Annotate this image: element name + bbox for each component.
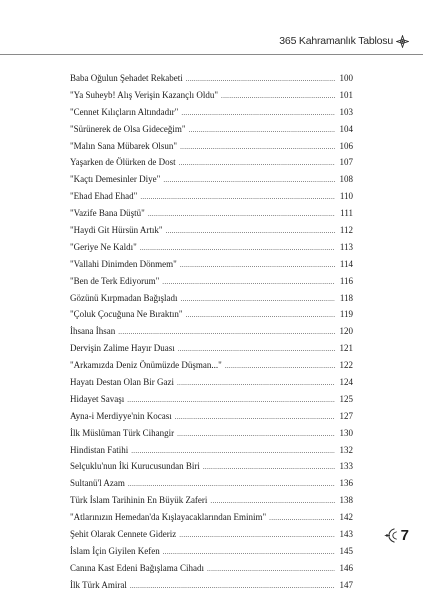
toc-entry: [70, 188, 353, 205]
toc-entry-title: Şehit Olarak Cennete Gideriz: [70, 529, 177, 540]
toc-entry-title: "Ehad Ehad Ehad": [70, 191, 138, 202]
toc-leader-dots: [207, 561, 335, 578]
toc-entry: [70, 171, 353, 188]
toc-entry: [70, 323, 353, 340]
toc-entry-title: Sultanü'l Azam: [70, 478, 125, 489]
toc-entry-page: 120: [339, 326, 353, 337]
toc-entry: [70, 154, 353, 171]
toc-leader-dots: [127, 392, 335, 409]
toc-entry-title: "Geriye Ne Kaldı": [70, 241, 137, 252]
toc-entry-title: "Ya Suheyb! Alış Verişin Kazançlı Oldu": [70, 89, 219, 100]
toc-entry-page: 112: [339, 225, 353, 236]
toc-leader-dots: [162, 274, 335, 291]
toc-leader-dots: [177, 375, 335, 392]
toc-leader-dots: [179, 155, 335, 172]
toc-entry-page: 130: [339, 427, 353, 438]
toc-entry-page: 108: [339, 174, 353, 185]
toc-entry: [70, 87, 353, 104]
toc-entry: [70, 543, 353, 560]
toc-entry-page: 101: [339, 89, 353, 100]
toc-entry: [70, 391, 353, 408]
toc-entry-page: 103: [339, 106, 353, 117]
toc-entry-page: 119: [339, 309, 353, 320]
toc-entry: [70, 408, 353, 425]
toc-entry: [70, 526, 353, 543]
toc-entry-page: 147: [339, 579, 353, 590]
toc-leader-dots: [189, 122, 335, 139]
toc-entry-title: Baba Oğulun Şehadet Rekabeti: [70, 73, 183, 83]
toc-entry-title: İslam İçin Giyilen Kefen: [70, 545, 160, 556]
toc-entry-page: 138: [339, 495, 353, 506]
toc-entry-title: Selçuklu'nun İki Kurucusundan Biri: [70, 461, 200, 472]
toc-entry-page: 116: [339, 275, 353, 286]
toc-entry: [70, 239, 353, 256]
toc-leader-dots: [180, 257, 335, 274]
toc-entry-page: 125: [339, 393, 353, 404]
toc-leader-dots: [166, 223, 335, 240]
table-of-contents: [70, 70, 353, 594]
running-header: [279, 31, 409, 51]
toc-entry-page: 114: [339, 258, 353, 269]
toc-entry-page: 136: [339, 478, 353, 489]
toc-entry-page: 124: [339, 377, 353, 388]
toc-leader-dots: [186, 71, 335, 88]
toc-entry-title: "Kaçtı Demesinler Diye": [70, 174, 161, 185]
toc-leader-dots: [148, 206, 335, 223]
toc-entry-page: 143: [339, 529, 353, 540]
toc-entry-title: "Sürünerek de Olsa Gideceğim": [70, 123, 186, 134]
toc-entry: [70, 256, 353, 273]
toc-entry-page: 107: [339, 157, 353, 168]
toc-entry-title: "Arkamızda Deniz Önümüzde Düşman...": [70, 360, 222, 371]
toc-leader-dots: [186, 307, 335, 324]
toc-entry: [70, 492, 353, 509]
toc-entry-title: Canına Kast Edeni Bağışlama Cihadı: [70, 562, 204, 573]
toc-entry: [70, 222, 353, 239]
toc-entry-page: 122: [339, 360, 353, 371]
toc-entry-title: Hayatı Destan Olan Bir Gazi: [70, 377, 174, 388]
toc-leader-dots: [225, 358, 335, 375]
toc-entry-page: 133: [339, 461, 353, 472]
floral-ornament-icon: [384, 527, 399, 544]
toc-entry: [70, 273, 353, 290]
header-rule: [0, 54, 423, 55]
toc-entry-title: "Atlarınızın Hemedan'da Kışlayacaklarından Eminim": [70, 512, 267, 523]
toc-leader-dots: [163, 172, 335, 189]
toc-entry-page: 118: [339, 292, 353, 303]
toc-entry-page: 145: [339, 545, 353, 556]
toc-entry-title: "Vazife Bana Düştü": [70, 208, 145, 219]
toc-leader-dots: [180, 291, 335, 308]
toc-leader-dots: [175, 409, 335, 426]
toc-entry: [70, 374, 353, 391]
toc-leader-dots: [130, 578, 335, 595]
toc-leader-dots: [140, 189, 335, 206]
toc-entry: [70, 340, 353, 357]
toc-leader-dots: [210, 493, 335, 510]
toc-entry-page: 113: [339, 241, 353, 252]
toc-leader-dots: [181, 105, 335, 122]
toc-entry-title: Hindistan Fatihi: [70, 444, 129, 455]
toc-entry-page: 100: [339, 73, 353, 83]
toc-leader-dots: [269, 510, 335, 527]
toc-leader-dots: [180, 139, 335, 156]
toc-entry-title: Ayna-i Merdiyye'nin Kocası: [70, 410, 172, 421]
toc-entry: [70, 442, 353, 459]
toc-entry: [70, 121, 353, 138]
toc-entry: [70, 104, 353, 121]
toc-leader-dots: [131, 443, 335, 460]
toc-leader-dots: [177, 426, 335, 443]
toc-entry-page: 106: [339, 140, 353, 151]
toc-entry: [70, 290, 353, 307]
toc-entry-page: 121: [339, 343, 353, 354]
toc-entry: [70, 577, 353, 594]
toc-entry-page: 127: [339, 410, 353, 421]
toc-leader-dots: [221, 88, 335, 105]
toc-leader-dots: [118, 324, 335, 341]
toc-leader-dots: [140, 240, 335, 257]
toc-entry: [70, 138, 353, 155]
toc-entry-page: 142: [339, 512, 353, 523]
toc-entry: [70, 205, 353, 222]
toc-leader-dots: [203, 459, 335, 476]
toc-entry: [70, 425, 353, 442]
toc-entry: [70, 357, 353, 374]
toc-entry-title: İlk Müslüman Türk Cihangir: [70, 427, 175, 438]
book-title: 365 Kahramanlık Tablosu: [279, 35, 393, 47]
toc-entry: [70, 560, 353, 577]
toc-entry-title: Yaşarken de Ölürken de Dost: [70, 157, 176, 168]
toc-entry: [70, 509, 353, 526]
floral-ornament-icon: [396, 35, 409, 48]
toc-entry-title: "Ben de Terk Ediyorum": [70, 275, 160, 286]
toc-entry-title: Dervişin Zalime Hayır Duası: [70, 343, 175, 354]
toc-entry: [70, 306, 353, 323]
toc-entry-title: Gözünü Kırpmadan Bağışladı: [70, 292, 178, 303]
page-footer: [384, 524, 409, 546]
toc-leader-dots: [178, 341, 335, 358]
toc-entry: [70, 475, 353, 492]
page-number: 7: [400, 526, 409, 544]
toc-entry-title: "Vallahi Dinimden Dönmem": [70, 258, 177, 269]
toc-entry-title: İhsana İhsan: [70, 326, 116, 337]
toc-entry-title: "Haydi Git Hürsün Artık": [70, 225, 163, 236]
toc-leader-dots: [128, 476, 335, 493]
toc-entry-page: 110: [339, 191, 353, 202]
toc-entry: [70, 70, 353, 87]
toc-leader-dots: [163, 544, 335, 561]
toc-entry-title: "Çoluk Çocuğuna Ne Bıraktın": [70, 309, 183, 320]
toc-entry-title: "Cennet Kılıçların Altındadır": [70, 106, 179, 117]
toc-entry: [70, 458, 353, 475]
toc-entry-page: 111: [340, 208, 353, 219]
toc-entry-title: "Malın Sana Mübarek Olsun": [70, 140, 178, 151]
toc-leader-dots: [179, 527, 335, 544]
toc-entry-page: 146: [339, 562, 353, 573]
toc-entry-title: Türk İslam Tarihinin En Büyük Zaferi: [70, 495, 208, 506]
toc-entry-title: İlk Türk Amiral: [70, 579, 127, 590]
toc-entry-page: 104: [339, 123, 353, 134]
toc-entry-title: Hidayet Savaşı: [70, 393, 125, 404]
toc-entry-page: 132: [339, 444, 353, 455]
